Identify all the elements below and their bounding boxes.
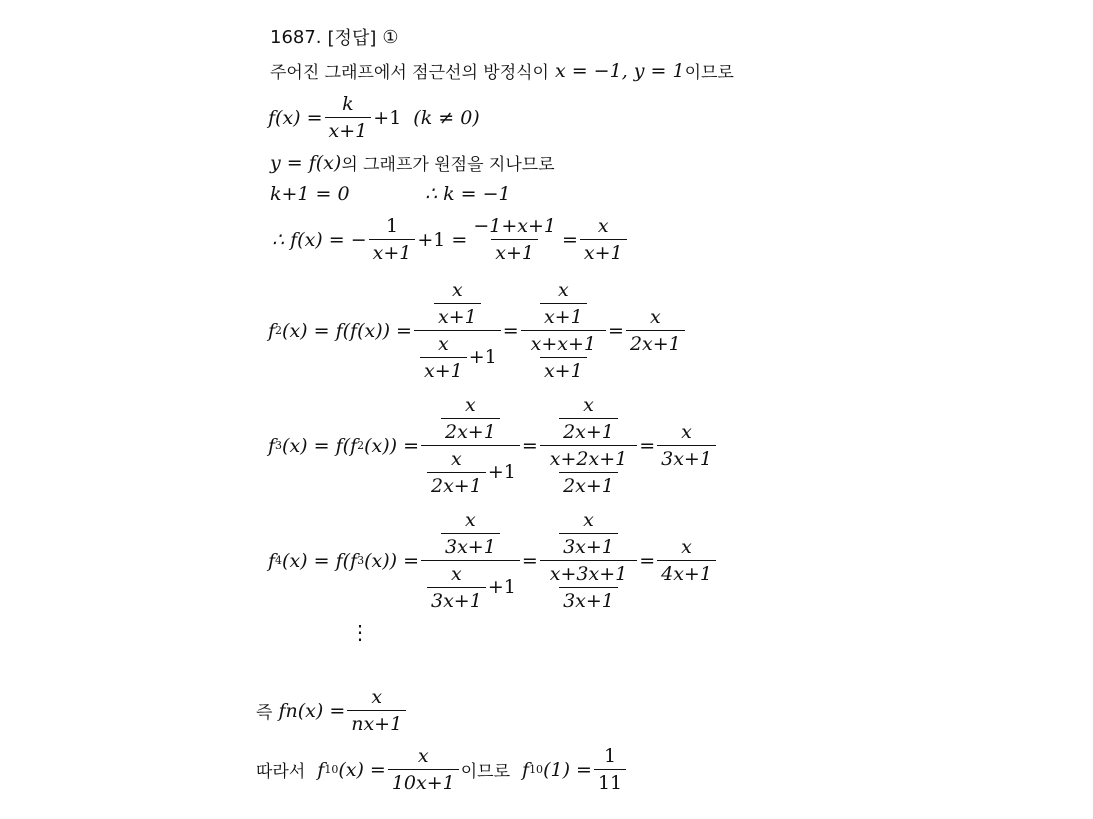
origin-math: y = f(x) (270, 151, 342, 174)
f2-lhs: f (268, 319, 276, 342)
inner-denominator: x+1 (540, 303, 587, 328)
f-final-lead: ∴ f(x) = − (272, 228, 367, 251)
f4-line: f 4 (x) = f(f 3 (x)) = $\frac{x}{3x+1}$ $\frac{x}{3x+1}$ +1 = $\frac{\frac{x}{3x+1}}{\frac{x+3x+1}{3x+1}}$ = $\frac{x}{4x+1}$ (268, 510, 718, 612)
fraction-numerator: 1 (603, 745, 617, 767)
inner-numerator: x+x+1 (530, 332, 597, 355)
plus-one: +1 (487, 576, 516, 599)
fraction-numerator: x (649, 305, 661, 328)
vertical-ellipsis: ⋮ (350, 620, 370, 644)
f3-lhs: f (268, 434, 276, 457)
function-form-line (268, 94, 480, 142)
f10-fraction (388, 746, 459, 794)
k-result: ∴ k = −1 (425, 183, 511, 205)
general-term-line (256, 687, 408, 735)
inner-denominator: 3x+1 (559, 533, 618, 558)
simple-fraction-c (657, 537, 716, 585)
fraction-denominator: 2x+1 (626, 330, 685, 355)
origin-line (270, 150, 555, 175)
fraction-denominator: 11 (594, 769, 626, 794)
fraction-numerator: x (371, 686, 383, 708)
inner-numerator: x (451, 279, 463, 301)
plus-one: +1 (487, 461, 516, 484)
function-lhs: f(x) = (268, 106, 323, 129)
general-word: 즉 (256, 703, 273, 724)
origin-text: 의 그래프가 원점을 지나므로 (341, 155, 555, 175)
f4-exponent: 4 (275, 554, 283, 568)
inner-denominator: 2x+1 (441, 418, 500, 443)
fraction-denominator: x+1 (369, 239, 416, 264)
f10-lhs: f (317, 758, 325, 781)
fraction-denominator: x+1 (325, 117, 372, 142)
fn-rest: (x) = (297, 699, 346, 722)
fraction-numerator: x (681, 420, 692, 443)
fraction-numerator: 1 (385, 215, 399, 237)
f3-inner-exponent: 2 (357, 439, 365, 453)
plus-one: +1 (468, 346, 497, 369)
simple-fraction-c (626, 307, 685, 355)
answer-fraction (594, 746, 626, 794)
answer-tag: [정답] (327, 28, 377, 49)
fraction-1 (369, 216, 416, 264)
asymptote-x: x = −1, (554, 59, 628, 82)
complex-fraction-b (521, 280, 606, 382)
complex-fraction-b (540, 510, 637, 612)
f10-lhs-2: f (522, 758, 530, 781)
inner-numerator: x (451, 447, 462, 470)
final-mid: 이므로 (460, 762, 511, 783)
equals: = (561, 228, 578, 251)
fn-fraction (347, 687, 406, 735)
inner-denominator: x+1 (434, 303, 481, 328)
f4-lhs-end: (x)) = (364, 549, 419, 572)
fraction-denominator: x+1 (580, 239, 627, 264)
f3-line: f 3 (x) = f(f 2 (x)) = $\frac{x}{2x+1}$ $\frac{x}{2x+1}$ +1 = $\frac{\frac{x}{2x+1}}{\frac{x+2x+1}{2x+1}}$ = $\frac{x}{3x+1}$ (268, 395, 718, 497)
answer-choice: ① (382, 26, 399, 48)
inner-numerator: x (465, 509, 476, 531)
plus-one-equals: +1 = (417, 228, 468, 251)
fraction-denominator: x+1 (491, 239, 538, 264)
f4-inner-exponent: 3 (357, 554, 365, 568)
k-equation: k+1 = 0 (270, 183, 350, 205)
fraction-numerator: k (342, 93, 354, 115)
fraction-2 (469, 216, 560, 264)
inner-denominator: 2x+1 (559, 472, 618, 497)
inner-denominator: 2x+1 (559, 418, 618, 443)
f3-lhs-rest: (x) = f(f (282, 434, 358, 457)
complex-fraction-a (414, 280, 501, 382)
fraction-numerator: −1+x+1 (473, 215, 556, 237)
f3-exponent: 3 (275, 439, 283, 453)
inner-denominator: 3x+1 (559, 587, 618, 612)
fraction-numerator: x (597, 215, 609, 237)
f2-line: f 2 (x) = f(f(x)) = $\frac{x}{x+1}$ $\frac{x}{x+1}$ +1 = $\frac{\frac{x}{x+1}}{\frac{x+x+1}{x+1}}$ = $\frac{x}{2x+1}$ (268, 280, 687, 382)
f2-lhs-rest: (x) = f(f(x)) = (282, 319, 412, 342)
k-line (270, 183, 511, 205)
k-condition: (k ≠ 0) (413, 106, 480, 129)
complex-fraction-a (421, 395, 520, 497)
fraction-numerator: x (681, 535, 692, 558)
inner-denominator: x+1 (540, 357, 587, 382)
inner-numerator: x (557, 279, 569, 301)
f10-exponent-2: 10 (529, 763, 544, 777)
inner-numerator: x (437, 332, 449, 355)
fraction-denominator: 4x+1 (657, 560, 716, 585)
intro-text: 주어진 그래프에서 점근선의 방정식이 (270, 63, 549, 83)
problem-header (270, 24, 399, 50)
inner-denominator: 3x+1 (441, 533, 500, 558)
inner-numerator: x (583, 509, 594, 531)
f4-lhs: f (268, 549, 276, 572)
simple-fraction-c (657, 422, 716, 470)
fraction-denominator: 3x+1 (657, 445, 716, 470)
asymptote-y: y = 1 (633, 59, 685, 82)
inner-denominator: 2x+1 (427, 472, 486, 497)
problem-number: 1687. (270, 26, 322, 48)
fraction-denominator: nx+1 (347, 710, 406, 735)
inner-denominator: x+1 (420, 357, 467, 382)
fraction-k (325, 94, 372, 142)
inner-numerator: x (583, 394, 594, 416)
complex-fraction-a (421, 510, 520, 612)
inner-numerator: x+3x+1 (549, 562, 628, 585)
f10-exponent: 10 (324, 763, 339, 777)
plus-one: +1 (373, 106, 402, 129)
f4-lhs-rest: (x) = f(f (282, 549, 358, 572)
final-word: 따라서 (256, 762, 306, 783)
intro-suffix: 이므로 (684, 63, 734, 83)
fraction-numerator: x (417, 745, 429, 767)
f3-lhs-end: (x)) = (364, 434, 419, 457)
fraction-3 (580, 216, 627, 264)
fn-lhs: f (278, 699, 286, 722)
inner-denominator: 3x+1 (427, 587, 486, 612)
final-line (256, 746, 628, 794)
inner-numerator: x (465, 394, 476, 416)
complex-fraction-b (540, 395, 637, 497)
f-final-line (272, 216, 629, 264)
inner-numerator: x (451, 562, 462, 585)
fraction-denominator: 10x+1 (388, 769, 459, 794)
f10-rest-2: (1) = (543, 758, 592, 781)
intro-line (270, 58, 734, 83)
fn-exponent: n (285, 699, 298, 722)
inner-numerator: x+2x+1 (549, 447, 628, 470)
f10-rest: (x) = (338, 758, 386, 781)
f2-exponent: 2 (275, 324, 283, 338)
